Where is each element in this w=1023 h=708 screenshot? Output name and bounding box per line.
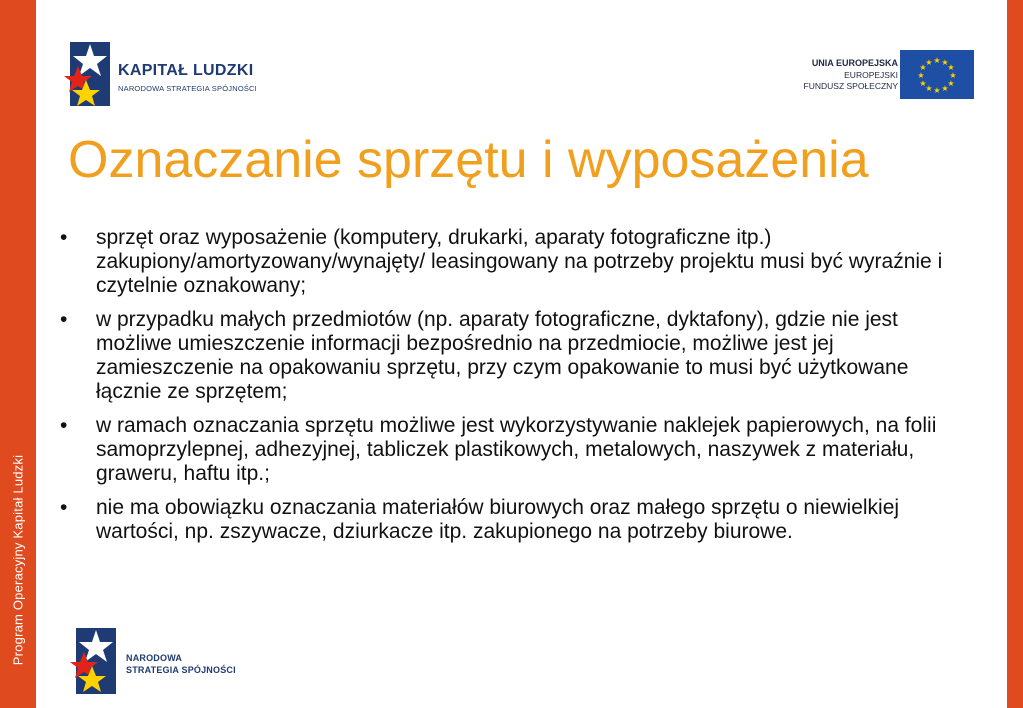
left-accent-bar [0, 0, 36, 708]
nss-line1: NARODOWA [126, 653, 183, 663]
eu-flag-icon [900, 50, 974, 99]
kapital-ludzki-title: KAPITAŁ LUDZKI [118, 62, 254, 79]
eu-logo [780, 50, 980, 102]
bullet-marker: • [60, 308, 68, 331]
svg-text:★: ★ [933, 56, 941, 65]
svg-text:★: ★ [925, 84, 933, 93]
list-item [58, 414, 958, 486]
svg-text:★: ★ [947, 63, 955, 72]
svg-text:★: ★ [949, 71, 957, 80]
nss-star-icon [64, 36, 116, 112]
eu-logo-text [804, 58, 898, 93]
svg-text:★: ★ [933, 86, 941, 95]
svg-text:★: ★ [941, 84, 949, 93]
svg-text:★: ★ [925, 58, 933, 67]
list-item [58, 308, 958, 404]
bullet-text: w przypadku małych przedmiotów (np. aparaty fotograficzne, dyktafony), gdzie nie jest możliwe umieszczenie informacji bezpośrednio na przedmiocie, możliwe jest jej zamieszczenie na opakowaniu sprzętu, przy czym opakowanie to musi być użytkowane łącznie ze sprzętem; [96, 308, 909, 403]
kapital-ludzki-subtitle: NARODOWA STRATEGIA SPÓJNOŚCI [118, 84, 257, 93]
slide-title: Oznaczanie sprzętu i wyposażenia [68, 131, 869, 189]
bullet-text: nie ma obowiązku oznaczania materiałów biurowych oraz małego sprzętu o niewielkiej wartości, np. zszywacze, dziurkacze itp. zakupionego na potrzeby biurowe. [96, 496, 900, 543]
bullet-text: sprzęt oraz wyposażenie (komputery, drukarki, aparaty fotograficzne itp.) zakupiony/amortyzowany/wynajęty/ leasingowany na potrzeby projektu musi być wyraźnie i czytelnie oznakowany; [96, 226, 943, 297]
narodowa-strategia-text [126, 652, 236, 676]
eu-logo-line2: EUROPEJSKI [844, 69, 898, 80]
svg-text:★: ★ [919, 79, 927, 88]
side-program-label: Program Operacyjny Kapitał Ludzki [10, 454, 26, 666]
narodowa-strategia-logo [70, 622, 260, 702]
bullet-text: w ramach oznaczania sprzętu możliwe jest wykorzystywanie naklejek papierowych, na folii samoprzylepnej, adhezyjnej, tabliczek plastikowych, metalowych, naszywek z materiału, graweru, haftu itp.; [96, 414, 937, 485]
list-item [58, 496, 958, 544]
kapital-ludzki-logo [64, 36, 264, 112]
eu-logo-line3: FUNDUSZ SPOŁECZNY [803, 81, 898, 91]
list-item [58, 226, 958, 298]
svg-text:★: ★ [941, 58, 949, 67]
nss-line2: STRATEGIA SPÓJNOŚCI [126, 665, 236, 675]
svg-text:★: ★ [919, 63, 927, 72]
svg-text:★: ★ [917, 71, 925, 80]
bullet-marker: • [60, 226, 68, 249]
nss-star-icon [70, 622, 122, 700]
eu-logo-line1: UNIA EUROPEJSKA [811, 58, 898, 68]
bullet-list [58, 226, 958, 554]
svg-text:★: ★ [947, 79, 955, 88]
right-accent-bar [1007, 0, 1023, 708]
bullet-marker: • [60, 496, 68, 519]
bullet-marker: • [60, 414, 68, 437]
